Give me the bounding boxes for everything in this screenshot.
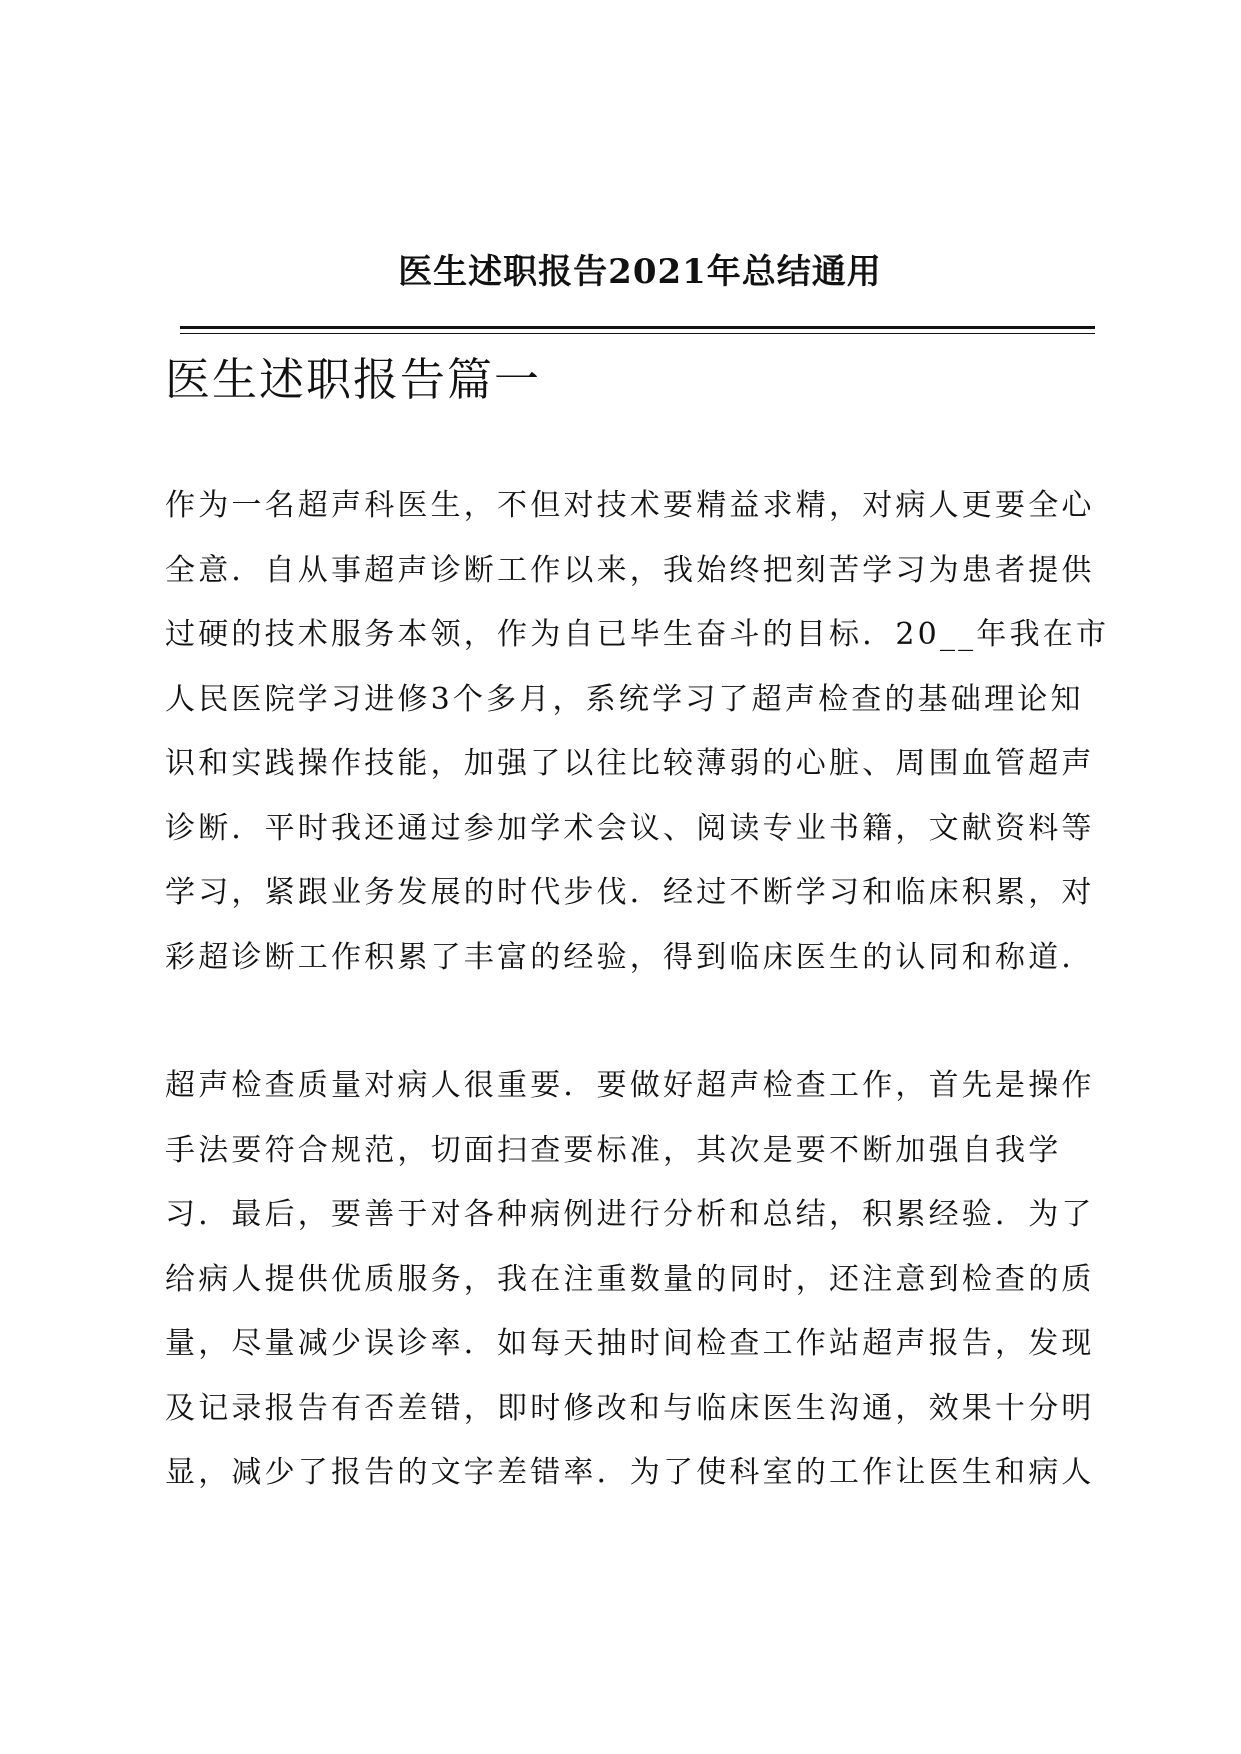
section-heading: 医生述职报告篇一 bbox=[165, 353, 542, 406]
text-line: 过硬的技术服务本领，作为自已毕生奋斗的目标．20__年我在市 bbox=[165, 617, 1110, 652]
text-line: 习．最后，要善于对各种病例进行分析和总结，积累经验．为了 bbox=[165, 1197, 1095, 1232]
text-line: 学习，紧跟业务发展的时代步伐．经过不断学习和临床积累，对 bbox=[165, 875, 1095, 910]
document-body bbox=[165, 353, 1110, 1506]
text-line: 手法要符合规范，切面扫查要标准，其次是要不断加强自我学 bbox=[165, 1132, 1062, 1168]
title-divider-thin bbox=[180, 333, 1095, 334]
text-line: 人民医院学习进修3个多月，系统学习了超声检查的基础理论知 bbox=[165, 681, 1084, 717]
paragraph-1 bbox=[165, 474, 1110, 990]
text-line: 全意．自从事超声诊断工作以来，我始终把刻苦学习为患者提供 bbox=[165, 552, 1095, 588]
text-line: 识和实践操作技能，加强了以往比较薄弱的心脏、周围血管超声 bbox=[165, 746, 1095, 781]
title-divider-thick bbox=[180, 326, 1095, 329]
text-line: 给病人提供优质服务，我在注重数量的同时，还注意到检查的质 bbox=[165, 1261, 1095, 1297]
text-line: 显，减少了报告的文字差错率．为了使科室的工作让医生和病人 bbox=[165, 1455, 1095, 1490]
paragraph-spacer bbox=[165, 406, 1095, 474]
text-line: 及记录报告有否差错，即时修改和与临床医生沟通，效果十分明 bbox=[165, 1390, 1095, 1426]
text-line: 作为一名超声科医生，不但对技术要精益求精，对病人更要全心 bbox=[165, 488, 1095, 523]
text-line: 量，尽量减少误诊率．如每天抽时间检查工作站超声报告，发现 bbox=[165, 1326, 1095, 1361]
text-line: 诊断．平时我还通过参加学术会议、阅读专业书籍，文献资料等 bbox=[165, 810, 1095, 846]
paragraph-spacer bbox=[165, 990, 1095, 1054]
text-line: 彩超诊断工作积累了丰富的经验，得到临床医生的认同和称道． bbox=[165, 939, 1095, 975]
paragraph-2 bbox=[165, 1054, 1095, 1506]
document-title: 医生述职报告2021年总结通用 bbox=[398, 252, 882, 292]
text-line: 超声检查质量对病人很重要．要做好超声检查工作，首先是操作 bbox=[165, 1068, 1095, 1103]
